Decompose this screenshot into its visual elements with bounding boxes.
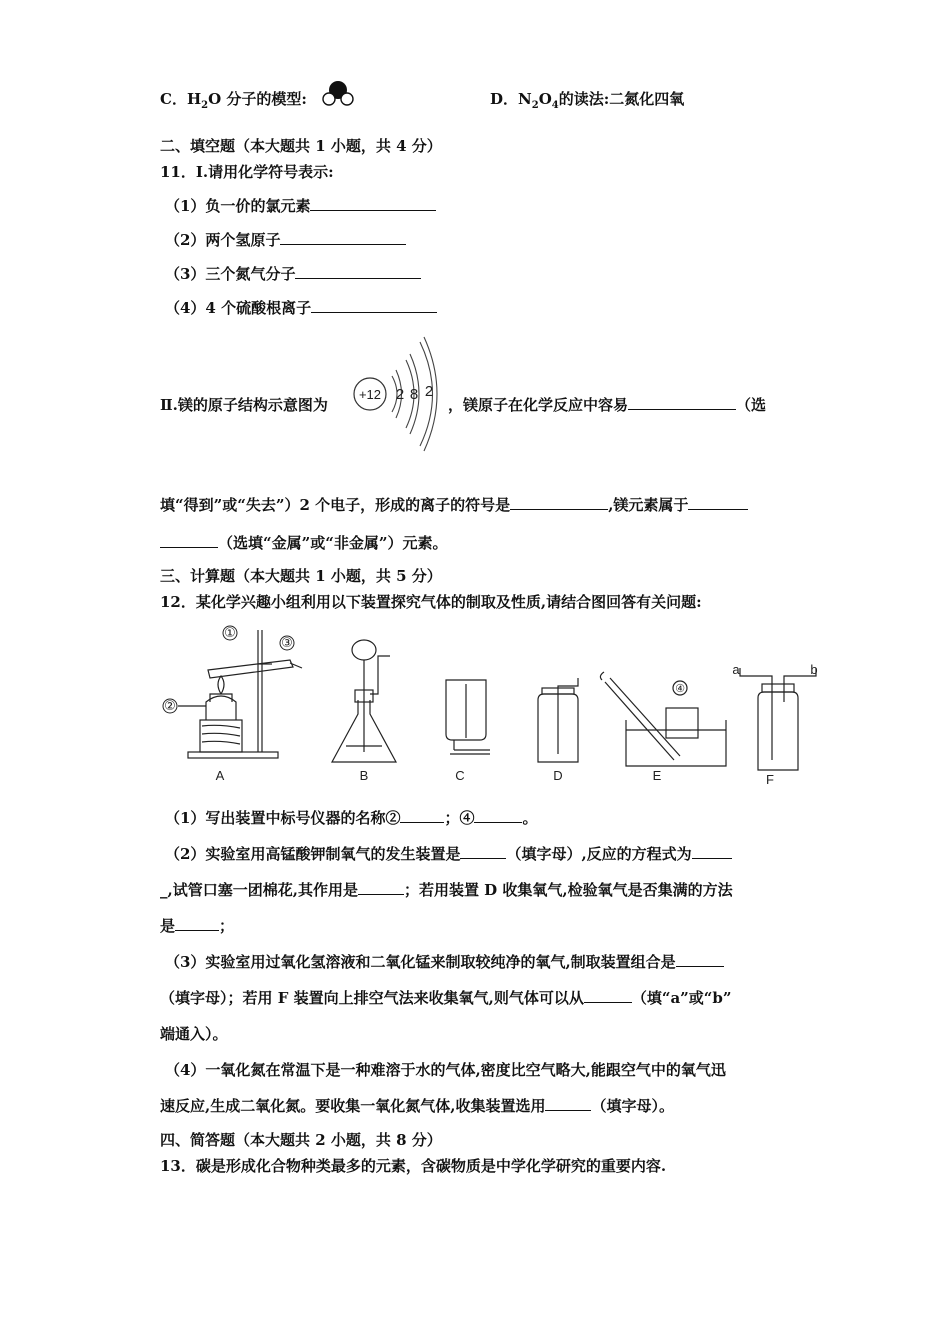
answer-blank[interactable] [510, 495, 608, 510]
q12-p3-line1: （3）实验室用过氧化氢溶液和二氧化锰来制取较纯净的氧气,制取装置组合是 [165, 952, 724, 972]
q11-item-1: （1）负一价的氯元素 [165, 196, 436, 216]
q11-item-4: （4）4 个硫酸根离子 [165, 298, 437, 318]
q12-p2-line3: 是 ； [160, 917, 235, 935]
section-2-heading: 二、填空题（本大题共 1 小题，共 4 分） [160, 137, 442, 155]
q12-intro: 12．某化学兴趣小组利用以下装置探究气体的制取及性质,请结合图回答有关问题: [160, 593, 702, 611]
label-E: E [652, 768, 662, 783]
q11-item-2: （2）两个氢原子 [165, 230, 406, 250]
answer-blank[interactable] [688, 495, 748, 510]
q13-text: 13．碳是形成化合物种类最多的元素，含碳物质是中学化学研究的重要内容. [160, 1157, 667, 1175]
section-4-heading: 四、简答题（本大题共 2 小题，共 8 分） [160, 1131, 442, 1149]
shell-2-count: 8 [409, 386, 419, 403]
q12-p4-line2: 速反应,生成二氧化氮。要收集一氧化氮气体,收集装置选用 （填字母）。 [160, 1097, 674, 1115]
answer-blank[interactable] [295, 264, 421, 279]
label-D: D [553, 768, 563, 783]
label-n4: ④ [675, 683, 685, 695]
q12-p2-line1: （2）实验室用高锰酸钾制氧气的发生装置是 （填字母）,反应的方程式为 [165, 844, 732, 864]
answer-blank[interactable] [474, 808, 522, 823]
q12-p1: （1）写出装置中标号仪器的名称② ；④ 。 [165, 809, 538, 827]
answer-blank[interactable] [676, 952, 724, 967]
answer-blank[interactable] [311, 298, 437, 313]
label-n1: ① [224, 625, 236, 640]
q12-p4-line1: （4）一氧化氮在常温下是一种难溶于水的气体,密度比空气略大,能跟空气中的氧气迅 [165, 1061, 726, 1079]
answer-blank[interactable] [175, 916, 219, 931]
answer-blank[interactable] [628, 395, 736, 410]
q11-item-3: （3）三个氮气分子 [165, 264, 421, 284]
magnesium-atom-diagram [350, 334, 450, 454]
water-molecule-model [320, 80, 356, 108]
answer-blank[interactable] [310, 196, 436, 211]
answer-blank[interactable] [545, 1096, 591, 1111]
q11-part2-rest: ，镁原子在化学反应中容易 （选 [448, 396, 767, 414]
q11-part2-line3: （选填“金属”或“非金属”）元素。 [160, 533, 448, 553]
option-c: C．$H_2O$ 分子的模型: [160, 90, 307, 111]
label-A: A [215, 768, 225, 783]
q12-p3-line2: （填字母）；若用 F 装置向上排空气法来收集氧气,则气体可以从 （填“a”或“b” [160, 989, 732, 1007]
label-b: b [810, 662, 818, 677]
label-a: a [732, 662, 740, 677]
answer-blank[interactable] [280, 230, 406, 245]
q11-part2-lead: Ⅱ.镁的原子结构示意图为 [160, 396, 328, 414]
answer-blank[interactable] [358, 880, 404, 895]
shell-3-count: 2 [424, 383, 434, 400]
answer-blank[interactable] [584, 988, 632, 1003]
nucleus-label: +12 [358, 387, 382, 402]
q11-intro: 11．Ⅰ.请用化学符号表示: [160, 163, 334, 181]
answer-blank[interactable] [460, 844, 506, 859]
shell-1-count: 2 [395, 386, 405, 403]
q12-p2-line2: _,试管口塞一团棉花,其作用是 ；若用装置 D 收集氧气,检验氧气是否集满的方法 [160, 881, 733, 899]
label-C: C [455, 768, 465, 783]
q11-part2-line2: 填“得到”或“失去”）2 个电子，形成的离子的符号是 ,镁元素属于 [160, 495, 748, 515]
label-n2: ② [164, 698, 176, 713]
option-d: D．$N_2O_4$的读法:二氮化四氧 [490, 90, 685, 111]
label-F: F [766, 772, 774, 787]
label-n3: ③ [281, 635, 293, 650]
answer-blank[interactable] [692, 844, 732, 859]
section-3-heading: 三、计算题（本大题共 1 小题，共 5 分） [160, 567, 442, 585]
answer-blank[interactable] [160, 533, 218, 548]
apparatus-figure [150, 620, 850, 795]
q12-p3-line3: 端通入）。 [160, 1025, 228, 1043]
label-B: B [359, 768, 369, 783]
answer-blank[interactable] [400, 808, 444, 823]
